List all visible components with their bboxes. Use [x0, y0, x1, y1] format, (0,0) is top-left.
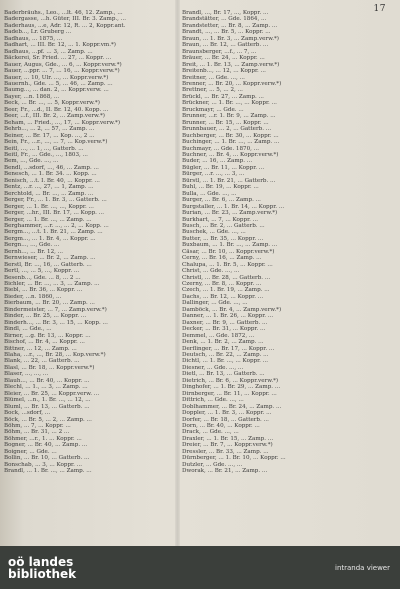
directory-entry: Doppler, ... 1. Br. 3, ... Koppr. ... [182, 410, 272, 417]
directory-entry: Breitner, ... Gde. ..., ... [182, 74, 245, 81]
directory-entry: Bindl, ... Gde., ... [4, 326, 52, 333]
directory-entry: Brenner, ... Br. 20, ... Koppr.verw.*) [182, 80, 282, 87]
directory-entry: Diesner, ... Gde. ..., ... [182, 364, 244, 371]
directory-entry: Bauer, ...ppr. ... 7, ... 16, ... Koppr.verw.*) [4, 68, 120, 75]
directory-entry: Christ, ... Gde. ..., ... [182, 268, 240, 275]
directory-entry: Dworak, ... Br. 21, ... Zamp. ... [182, 468, 268, 475]
directory-entry: Beer, ...f., III. Br. 2, ... Zamp.verw.*) [4, 113, 105, 120]
directory-entry: Dinghofer, ... 1. Br. 29, ... Zamp. ... [182, 384, 281, 391]
directory-entry: Beitl, ..., ... 1, ..., Gatterb. ... [4, 145, 84, 152]
directory-entry: Berger, Fr., ... 1. Br. 3, ... Gatterb. ... [4, 197, 107, 204]
directory-entry: Brandl, ..., Br. 17, ..., Koppr. ... [182, 10, 269, 16]
directory-entry: Badhaus, ... 1875, ... [4, 35, 63, 42]
directory-entry: Besenb..., Gde. ... 8, ... 2 ... [4, 274, 81, 281]
directory-entry: Buchmayr, ... Gde. 1870, ... [182, 145, 260, 152]
directory-entry: Cerny, ... Br. 16, ... Zamp. ... [182, 255, 262, 262]
directory-entry: Bayer, ...n. 1868, ... [4, 93, 60, 100]
directory-entry: Burgstaller, ... 1. Br. 14, ... Koppr. ... [182, 203, 285, 210]
directory-entry: Bruckmayr, ... Gde. ... [182, 106, 244, 113]
directory-entry: Bieder, ...n. 1860, ... [4, 293, 62, 300]
directory-entry: Dürnberger, ... 1. Br. 10, ... Koppr. ... [182, 455, 286, 462]
directory-entry: Bauer, Augus, Gde., ... 6, ... Koppr.verw.*) [4, 61, 122, 68]
directory-entry: Buder, ... 16, ... Zamp. ... [182, 158, 253, 165]
directory-entry: Blasl, ... Br. 18, ... Koppr.verw.*) [4, 364, 95, 371]
directory-entry: Binderh..., ... Br. 3, ... 15, ... Kopp. ... [4, 319, 108, 326]
directory-entry: Bertl, ..., ... 5, ..., Koppr. ... [4, 268, 80, 275]
directory-entry: Dorn, ... Br. 40, ... Koppr. ... [182, 423, 260, 429]
directory-entry: Damböck, ... Br. 4, ... Zamp.verw.*) [182, 306, 282, 313]
directory-entry: Bernwieser, ... Br. 2, ... Zamp. ... [4, 255, 96, 262]
directory-entry: Bergm..., ...t. 1. Br. 21, ... Zamp. ... [4, 229, 103, 236]
directory-entry: Butter, ... Br. 35, ... Koppr. ... [182, 235, 264, 242]
logo-line-2: bibliothek [8, 566, 77, 581]
directory-entry: Benisch, ...t. I. Br. 40, ... Koppr. ... [4, 177, 100, 184]
directory-entry: Bierbaum, ... Br. 20, ... Zamp. ... [4, 300, 95, 307]
directory-entry: Bichler, ... Br. ..., ... 3, ... Zamp. ... [4, 281, 100, 288]
directory-entry: Brettner, ... 5, ... 2, ... [182, 87, 243, 94]
directory-entry: Buxbaum, ... 1. Br. ..., ... Zamp. ... [182, 242, 278, 249]
directory-entry: Beitl, Fr., ... Gde., ..., 1803, ... [4, 151, 88, 158]
directory-entry: Buchinger, ... 1. Br. ..., ... Zamp. ... [182, 139, 280, 146]
directory-entry: Deutsch, ... Br. 22, ... Zamp. ... [182, 352, 269, 359]
viewer-label[interactable]: intranda viewer [335, 563, 390, 572]
directory-entry: Draxler, ... 1. Br. 15, ... Zamp. ... [182, 435, 274, 442]
directory-entry: Biebl, ... Br. 36, ... Koppr. ... [4, 287, 83, 294]
directory-entry: Dachs, ... Br. 12, ... Koppr. ... [182, 293, 264, 300]
directory-entry: Buschek, ... Gde. ..., ... [182, 229, 246, 236]
directory-entry: Blauh..., ... Br. 40, ... Koppr. ... [4, 377, 90, 384]
directory-entry: Chalupa, ... 1. Br. 5, ... Koppr. ... [182, 261, 273, 268]
directory-entry: Bulla, ... Gde. ..., ... [182, 190, 237, 197]
page-number: 17 [373, 4, 386, 14]
directory-entry: Bittner, ... 12, ... Zamp. ... [4, 345, 77, 352]
directory-entry: Burian, ... Br. 23, ... Zamp.verw.*) [182, 210, 278, 217]
directory-entry: Badeb..., Lr. Gruberg ... [4, 29, 72, 36]
directory-entry: Demmel, ... Gde. 1872, ... [182, 332, 255, 339]
directory-entry: Bem, ..., Gde. ..., ... [4, 158, 59, 165]
directory-entry: Berger, ... 1. Br. ..., ..., Koppr. ... [4, 203, 94, 210]
library-logo[interactable] [0, 556, 76, 580]
directory-entry: Brunnbauer, ... 2, ... Gatterb. ... [182, 126, 272, 133]
directory-entry: Boigner, ... Gde. ... [4, 448, 57, 455]
directory-entry: Beiner, ... Br. 17, ... Kop. ..., 2 ... [4, 132, 95, 139]
directory-entry: Berchtold, ... Br. ..., ... Zamp. ... [4, 190, 94, 197]
directory-entry: Beham, ... Fried., ..., 17, ... Koppr.verw.*) [4, 119, 120, 126]
directory-entry: Bein, Fr., ...r., ..., ... 7, ... Kop.verw.*) [4, 139, 108, 146]
left-column [4, 10, 176, 475]
directory-entry: Dreier, ... Br. 7, ... Koppr.verw.*) [182, 442, 273, 449]
directory-entry: Braun, ... Br. 12, ... Gatterb. ... [182, 42, 269, 49]
directory-entry: Braun, ... 1. Br. 3, ... Zamp.verw.*) [182, 35, 279, 42]
directory-entry: Dichtl, ... 1. Br. ..., ... Koppr. ... [182, 358, 269, 365]
directory-entry: Berghammer, ...r. ..., ... 2, ... Kopp. ... [4, 222, 109, 229]
directory-entry: Dressler, ... Br. 33, ... Zamp. ... [182, 448, 269, 455]
directory-entry: Beer, Fr., ...d., II. Br. 12, 40. Kopp. ... [4, 106, 109, 113]
directory-entry: Blaha, ...r., ..., Br. 28, ... Kop.verw.*) [4, 352, 106, 359]
right-column [182, 10, 354, 475]
directory-entry: Baderhaus, ...e, Adr. 12, R. ... 2, Koppr.ant. [4, 22, 126, 29]
directory-entry: Buhl, ... Br. 19, ... Koppr. ... [182, 184, 259, 191]
directory-entry: Dirnberger, ... Br. 11, ... Koppr. ... [182, 390, 277, 397]
directory-entry: Bauer, ... 10, Ulr. ..., ... Koppr.verw.*) [4, 74, 109, 81]
directory-entry: Behrb..., ... 2, ... 57, ... Zamp. ... [4, 126, 95, 133]
directory-entry: Christl, ... Br. 28, ... Gatterb. ... [182, 274, 271, 281]
directory-entry: Busch, ... Br. 2, ... Gatterb. ... [182, 222, 265, 229]
directory-entry: Brunner, ...r. 1. Br. 9, ... Zamp. ... [182, 113, 276, 120]
directory-entry: Brunner, ... Br. 15, ... Koppr. ... [182, 119, 269, 126]
directory-entry: Baumg..., ... dan. 2, ... Koppr.verw. ... [4, 87, 109, 94]
directory-entry: Burkhart, ... 7, ... Koppr. ... [182, 216, 259, 223]
directory-entry: Bäckerei, Sr. Fried. ... 27, ... Koppr. ... [4, 55, 112, 62]
directory-entry: Czech, ... 1. Br. 19, ... Zamp. ... [182, 287, 270, 294]
directory-entry: Bauernh., Gde. ... 5, ... 46, ... Zamp. ... [4, 80, 113, 87]
directory-entry: Dutzler, ... Gde. ..., ... [182, 461, 243, 468]
directory-entry: Decker, ... Br. 31, ... Koppr. ... [182, 326, 266, 333]
directory-entry: Badhart, ... III. Br. 12, ... 1. Koppr.vm.*) [4, 42, 116, 49]
directory-entry: Braunsberger, ...f., ... 7, ... [182, 48, 257, 55]
directory-entry: Blank, ... 22, ... Gatterb. ... [4, 358, 80, 365]
directory-entry: Dorfer, ... Br. 18, ... Gatterb. ... [182, 416, 269, 423]
directory-entry: Dittrich, ... Gde. ..., ... [182, 397, 244, 404]
directory-entry: Benesch, ... 1. Br. 34. ... Kopp. ... [4, 171, 97, 178]
directory-entry: Böhm, ... Br. 31, ... 2 ... [4, 429, 70, 436]
directory-entry: Bischof, ... Br. 4, ... Koppr. ... [4, 339, 85, 346]
directory-entry: Daxner, ... Br. 9, ... Gatterb. ... [182, 319, 268, 326]
directory-entry: Danner, ... 1. Br. 26, ... Koppr. ... [182, 313, 274, 320]
directory-entry: Böck, ... Br. 5, ... 2, ... Zamp. ... [4, 416, 92, 423]
directory-entry: Bergn..., ..., Gde. ... [4, 242, 60, 249]
directory-entry: Badergasse, ...h. Güter, III. Br. 3. Zamp., ... [4, 16, 127, 23]
directory-entry: Drack, ... Gde. ..., ... [182, 429, 239, 436]
directory-entry: Berger, ... 1. Br. ..., ... Zamp. ... [4, 216, 92, 223]
directory-entry: Badhaus, ...pf. ... 3, ... Zamp. ... [4, 48, 93, 55]
directory-entry: Beck, ... Br. ..., ... 5, Koppr.verw.*) [4, 100, 100, 107]
directory-entry: Dietrich, ... Br. 6, ... Koppr.verw.*) [182, 377, 279, 384]
directory-entry: Bügler, ... Br. 11, ... Koppr. ... [182, 164, 265, 171]
directory-entry: Birner, ...g. Br. 13, ... Koppr. ... [4, 332, 91, 339]
directory-entry: Bürger, ...r. ..., ... 3, ... [182, 171, 245, 178]
directory-entry: Cäsar, ... Br. 10, ... Koppr.verw.*) [182, 248, 275, 255]
directory-entry: Bendl, ...sdorf, ..., 46, ... Zamp. ... [4, 164, 99, 171]
directory-entry: Czerny, ... Br. 8, ... Koppr. ... [182, 281, 262, 288]
directory-entry: Burger, ... Br. 6, ... Zamp. ... [182, 197, 261, 204]
directory-entry: Blechl, ... 1., ... 3, ... Zamp. ... [4, 384, 88, 391]
directory-entry: Binder, ... Br. 25, ... Koppr. ... [4, 313, 87, 320]
directory-entry: Dietl, ... Br. 13, ... Gatterb. ... [182, 371, 265, 378]
directory-entry: Brückl, ... Br. 27, ... Zamp. ... [182, 93, 264, 100]
directory-entry: Böhmer, ...r., 1. ... Koppr. ... [4, 435, 82, 442]
directory-entry: Blaser, ..., ..., ... [4, 371, 49, 378]
directory-entry: Bräuer, ... Br. 24, ... Koppr. ... [182, 55, 265, 62]
directory-entry: Bock, ...sdorf, ... [4, 410, 51, 417]
directory-entry: Bleier, ... Br. 25, ... Koppr.verw. ... [4, 390, 100, 397]
directory-entry: Bürstl, ... 1. Br. 21, ... Gatterb. ... [182, 177, 276, 184]
directory-entry: Bonschab, ... 3, ... Koppr. ... [4, 461, 83, 468]
directory-entry: Breitenb..., ... 12, ... Koppr. ... [182, 68, 266, 75]
directory-entry: Brandstätter, ... Gde. 1864, ... [182, 16, 267, 23]
directory-entry: Denk, ... 1. Br. 2, ... Zamp. ... [182, 339, 264, 346]
directory-entry: Buchberger, ... Br. 30, ... Koppr. ... [182, 132, 279, 139]
directory-entry: Derflinger, ... Br. 17, ... Koppr. ... [182, 345, 275, 352]
directory-entry: Dallinger, ... Gde. ..., ... [182, 300, 248, 307]
directory-entry: Böhm, ... 7, ... Koppr. ... [4, 423, 71, 429]
directory-entry: Berger, ...hr., III. Br. 17, ... Kopp. ... [4, 210, 105, 217]
directory-entry: Buchner, ... Br. 4, ... Koppr.verw.*) [182, 151, 279, 158]
directory-entry: Bernh..., ... Br. 12, ... [4, 248, 64, 255]
directory-entry: Bluml, ... Br. 13, ... Gatterb. ... [4, 403, 90, 410]
logo-line-1: oö landes [8, 554, 74, 569]
directory-entry: Bogner, ... Br. 40, ... Zamp. ... [4, 442, 88, 449]
directory-entry: Brandl, ... 1. Br. ..., ... Zamp. ... [4, 468, 92, 475]
directory-entry: Bentz, ...r. ..., 27, ... 1, Zamp. ... [4, 184, 94, 191]
directory-entry: Berstl, Br. ..., 16, ... Gatterb. ... [4, 261, 92, 268]
directory-entry: Doblhammer, ... Br. 24, ... Zamp. ... [182, 403, 282, 410]
directory-entry: Breit, ... 1. Br. 13, ... Zamp.verw.*) [182, 61, 280, 68]
directory-entry: Bollin, ... Br. 10, ... Gatterb. ... [4, 455, 90, 462]
directory-entry: Brandstetter, ... Br. 8, ... Zamp. ... [182, 22, 278, 29]
viewer-footer [0, 546, 400, 589]
directory-entry: Baderbräuhs., Leo., ...lt. 46, 12. Zamp., ... [4, 10, 123, 16]
directory-entry: Brandt, ..., ... Br. 5, ... Koppr. ... [182, 29, 271, 36]
directory-entry: Brückner, ... 1. Br. ..., ... Koppr. ... [182, 100, 277, 107]
directory-entry: Bergm..., ... 1. Br. 4, ... Koppr. ... [4, 235, 96, 242]
directory-entry: Bindermeister, ... 7, ... Zamp.verw.*) [4, 306, 107, 313]
directory-entry: Blümel, ...n., 1. Br. ..., ... 12, ... [4, 397, 91, 404]
